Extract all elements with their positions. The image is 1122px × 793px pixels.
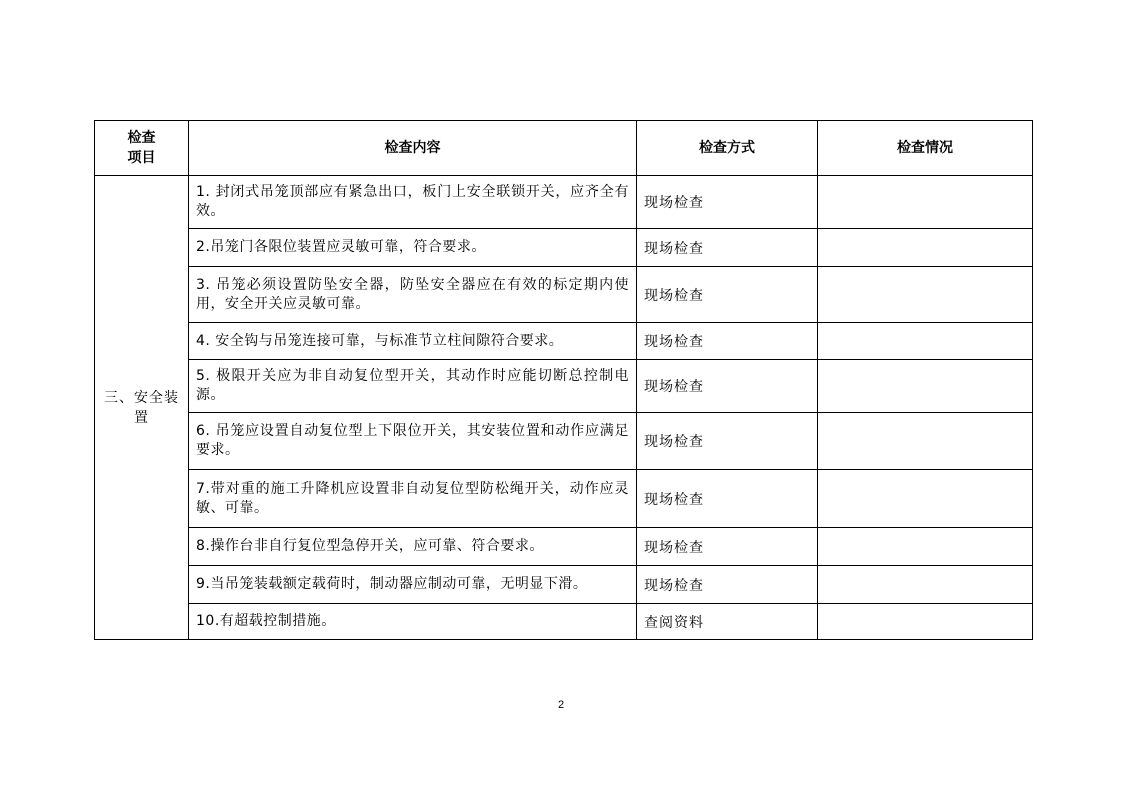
row-method: 现场检查 <box>637 360 818 413</box>
row-content: 3. 吊笼必须设置防坠安全器，防坠安全器应在有效的标定期内使用，安全开关应灵敏可靠。 <box>189 267 637 323</box>
header-content: 检查内容 <box>189 121 637 176</box>
header-method: 检查方式 <box>637 121 818 176</box>
row-method: 现场检查 <box>637 323 818 360</box>
row-result-cell[interactable] <box>818 413 1033 470</box>
row-result-cell[interactable] <box>818 604 1033 640</box>
row-content: 4. 安全钩与吊笼连接可靠，与标准节立柱间隙符合要求。 <box>189 323 637 360</box>
table-row <box>95 176 1033 229</box>
table-row <box>95 229 1033 267</box>
row-content: 8.操作台非自行复位型急停开关，应可靠、符合要求。 <box>189 528 637 566</box>
row-method: 现场检查 <box>637 267 818 323</box>
row-result-cell[interactable] <box>818 323 1033 360</box>
row-method: 现场检查 <box>637 470 818 528</box>
table-row <box>95 470 1033 528</box>
row-result-cell[interactable] <box>818 229 1033 267</box>
page-number: 2 <box>557 699 565 711</box>
row-content: 5. 极限开关应为非自动复位型开关，其动作时应能切断总控制电源。 <box>189 360 637 413</box>
row-content: 6. 吊笼应设置自动复位型上下限位开关，其安装位置和动作应满足要求。 <box>189 413 637 470</box>
row-method: 现场检查 <box>637 229 818 267</box>
row-method: 现场检查 <box>637 176 818 229</box>
row-result-cell[interactable] <box>818 360 1033 413</box>
row-content: 7.带对重的施工升降机应设置非自动复位型防松绳开关，动作应灵敏、可靠。 <box>189 470 637 528</box>
row-method: 现场检查 <box>637 528 818 566</box>
row-content: 1. 封闭式吊笼顶部应有紧急出口，板门上安全联锁开关，应齐全有效。 <box>189 176 637 229</box>
row-method: 现场检查 <box>637 413 818 470</box>
row-result-cell[interactable] <box>818 566 1033 604</box>
row-content: 9.当吊笼装载额定载荷时，制动器应制动可靠，无明显下滑。 <box>189 566 637 604</box>
row-method: 查阅资料 <box>637 604 818 640</box>
row-result-cell[interactable] <box>818 267 1033 323</box>
header-item: 检查项目 <box>95 121 189 176</box>
table-row <box>95 267 1033 323</box>
section-item-cell: 三、安全装置 <box>95 176 189 640</box>
row-result-cell[interactable] <box>818 470 1033 528</box>
row-result-cell[interactable] <box>818 176 1033 229</box>
table-row <box>95 413 1033 470</box>
table-row <box>95 323 1033 360</box>
inspection-table <box>94 120 1033 640</box>
table-row <box>95 528 1033 566</box>
row-content: 2.吊笼门各限位装置应灵敏可靠，符合要求。 <box>189 229 637 267</box>
row-method: 现场检查 <box>637 566 818 604</box>
header-result: 检查情况 <box>818 121 1033 176</box>
table-row <box>95 360 1033 413</box>
row-content: 10.有超载控制措施。 <box>189 604 637 640</box>
table-row <box>95 604 1033 640</box>
table-row <box>95 566 1033 604</box>
row-result-cell[interactable] <box>818 528 1033 566</box>
table-header-row <box>95 121 1033 176</box>
